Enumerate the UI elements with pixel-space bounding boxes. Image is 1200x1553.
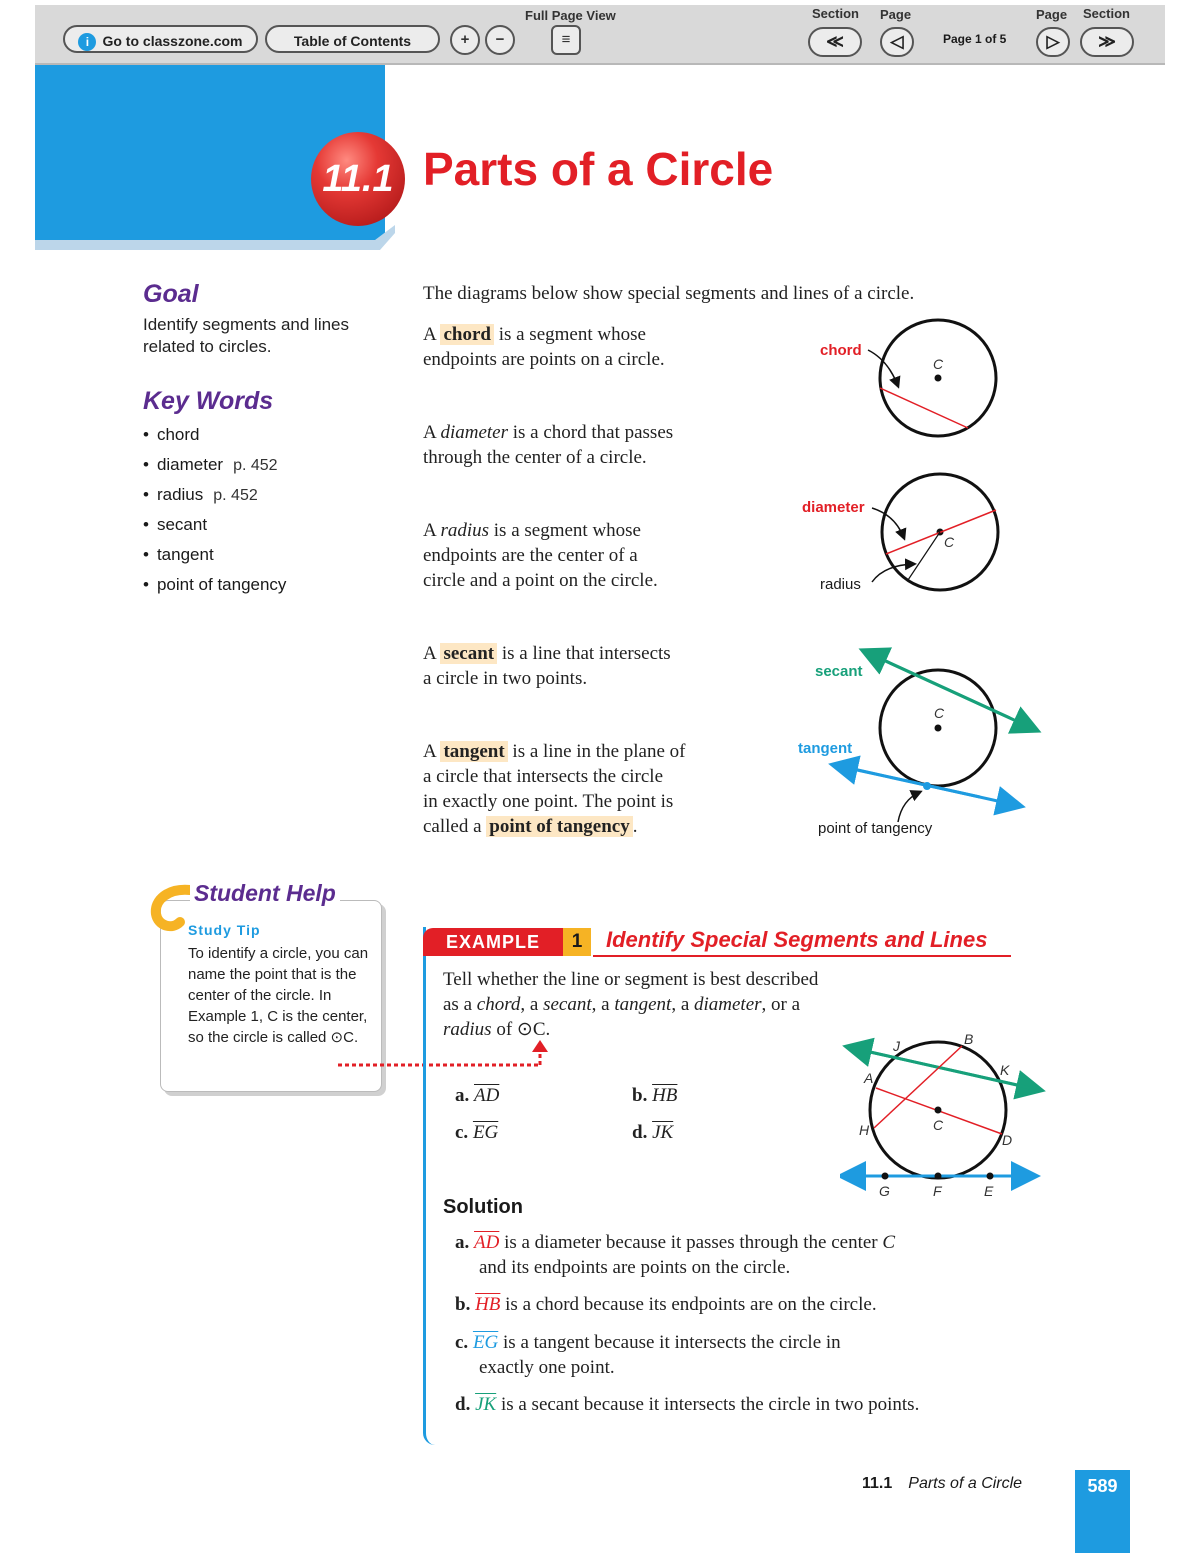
solution-text: is a secant because it intersects the circle in two points. [500,1394,920,1415]
article: A [423,643,436,664]
tangency-pointer-arrow [898,792,920,822]
key-word: diameter [156,455,224,474]
part-label: b. [632,1085,648,1106]
point-of-tangency [923,782,931,790]
study-tip-text: To identify a circle, you can name the point that is the center of the circle. In Example 1, C is the center, so the circle is called ⊙C. [188,945,369,1046]
section-number-badge: 11.1 [311,132,405,226]
example-part-a [455,1083,499,1108]
classzone-label: Go to classzone.com [102,33,243,49]
diameter-radius-diagram [872,474,998,590]
point-e [987,1173,994,1180]
definition-text: called a [423,816,482,837]
diameter-term: diameter [440,422,508,443]
part-label: d. [455,1394,471,1415]
article: A [423,324,436,345]
example-rule [593,955,1011,957]
goal-heading: Goal [143,280,199,308]
point-label-c: C [933,1117,944,1133]
key-word-item: • diameter p. 452 [143,455,278,474]
zoom-out-icon: − [495,31,505,48]
segment-name: $\overline{AD}$ [474,1085,500,1106]
key-words-heading: Key Words [143,387,274,415]
term: secant [543,994,592,1015]
center-label: C [933,356,944,372]
term: diameter [694,994,762,1015]
diameter-definition [423,420,763,470]
previous-page-button[interactable] [880,27,914,57]
key-word: point of tangency [156,575,287,594]
page-title: Parts of a Circle [423,143,774,195]
full-page-view-label: Full Page View [525,8,616,23]
line-name: $\overline{EG}$ [472,1332,499,1353]
full-page-view-button[interactable] [551,25,581,55]
definition-text: endpoints are the center of a [423,545,638,566]
article: A [423,741,436,762]
secant-definition [423,641,763,691]
solution-text: exactly one point. [479,1357,615,1378]
tangent-label: tangent [798,740,853,757]
prompt-text: Tell whether the line or segment is best described [443,969,819,990]
segment-name: $\overline{HB}$ [475,1294,501,1315]
section-prev-label: Section [812,6,859,21]
double-chevron-left-icon: ≪ [826,32,844,51]
point-f [935,1173,942,1180]
example-title: Identify Special Segments and Lines [606,927,988,952]
toc-label: Table of Contents [293,33,412,49]
term: radius [443,1019,492,1040]
segment-name: $\overline{HB}$ [652,1085,678,1106]
page-view-icon: ≡ [561,31,571,48]
key-word: secant [156,515,208,534]
goal-text: Identify segments and lines related to circles. [143,315,350,356]
term: chord [476,994,521,1015]
table-of-contents-button[interactable] [265,25,440,53]
point-label-e: E [984,1183,994,1199]
chevron-left-icon: ◁ [890,32,904,51]
radius-label: radius [820,576,861,593]
definition-text: is a segment whose [493,520,641,541]
definition-text: is a chord that passes [512,422,674,443]
point-label-b: B [964,1031,974,1047]
point-of-tangency-term: point of tangency [486,816,632,837]
zoom-in-button[interactable] [450,25,480,55]
header-band-shadow [35,225,395,250]
solution-heading: Solution [443,1196,523,1218]
diameter-pointer-arrow [872,508,904,538]
point-label-f: F [933,1183,942,1199]
double-chevron-right-icon: ≫ [1098,32,1116,51]
info-icon: i [78,33,96,51]
article: A [423,422,436,443]
point-label-g: G [879,1183,890,1199]
key-word: radius [156,485,204,504]
running-footer [862,1475,1022,1493]
solution-text: is a diameter because it passes through the center [504,1232,878,1253]
page-indicator: Page 1 of 5 [943,32,1007,46]
tangent-definition [423,739,783,839]
center-label: C [944,534,955,550]
definition-text: a circle that intersects the circle [423,766,664,787]
solution-a [455,1230,1015,1280]
solution-b [455,1292,1015,1317]
navigation-toolbar [35,5,1165,65]
intro-text: The diagrams below show special segments and lines of a circle. [423,283,915,304]
key-words-list [143,420,286,600]
definition-text: is a line in the plane of [512,741,686,762]
point-of-tangency-label: point of tangency [818,820,933,837]
page-number: 589 [1075,1470,1130,1553]
chord-label: chord [820,342,862,359]
article: A [423,520,436,541]
key-word-item: • point of tangency [143,575,287,594]
solution-c [455,1330,1015,1380]
part-label: a. [455,1085,470,1106]
part-label: a. [455,1232,470,1253]
zoom-in-icon: + [460,31,470,48]
next-page-button[interactable] [1036,27,1070,57]
study-tip-heading: Study Tip [188,922,261,938]
center-label: C [934,705,945,721]
secant-tangent-diagram [834,651,1036,822]
example-prompt: Tell whether the line or segment is best described as a chord, a secant, a tangent, a diameter, or a radius of ⊙C. [443,969,819,1040]
page-prev-label: Page [880,7,912,22]
example-part-b [632,1083,677,1108]
line-name: $\overline{JK}$ [475,1394,497,1415]
page-next-label: Page [1036,7,1068,22]
prompt-text: as a [443,994,473,1015]
part-label: c. [455,1122,469,1143]
definition-text: is a line that intersects [501,643,671,664]
center-point [935,725,942,732]
secant-label: secant [815,663,863,680]
section-next-label: Section [1083,6,1130,21]
center-point [935,375,942,382]
footer-section-number: 11.1 [862,1475,893,1492]
diameter-label: diameter [802,499,865,516]
example-figure [840,1030,1050,1210]
chord-diagram [868,320,996,436]
solution-d [455,1392,1035,1417]
secant-term: secant [440,643,497,664]
line-name: $\overline{JK}$ [652,1122,674,1143]
chord-definition [423,322,763,372]
solution-text: is a chord because its endpoints are on the circle. [505,1294,877,1315]
previous-section-button[interactable] [808,27,862,57]
definition-text: in exactly one point. The point is [423,791,674,812]
key-word-item: • radius p. 452 [143,485,258,504]
solution-text: is a tangent because it intersects the circle in [503,1332,841,1353]
definition-text: circle and a point on the circle. [423,570,658,591]
definition-text: a circle in two points. [423,668,588,689]
definition-text: is a segment whose [498,324,646,345]
classzone-link-button[interactable] [63,25,258,53]
key-word-item: • tangent [143,545,214,564]
period: . [632,816,638,837]
chord-hb [874,1046,962,1128]
point-label-d: D [1002,1132,1013,1148]
point-label-h: H [859,1122,870,1138]
example-label: EXAMPLE [423,928,563,956]
point-label-a: A [864,1070,874,1086]
part-label: d. [632,1122,648,1143]
example-part-d [632,1120,673,1145]
part-label: b. [455,1294,471,1315]
key-word: chord [156,425,200,444]
diameter-segment [886,510,996,554]
key-word-item: • secant [143,515,208,534]
line-name: $\overline{EG}$ [472,1122,499,1143]
radius-term: radius [440,520,490,541]
tangent-term: tangent [440,741,507,762]
next-section-button[interactable] [1080,27,1134,57]
footer-section-title: Parts of a Circle [908,1475,1023,1492]
chord-term: chord [440,324,494,345]
key-word: tangent [156,545,214,564]
zoom-out-button[interactable] [485,25,515,55]
prompt-text: or a [771,994,801,1015]
center-name: C [882,1232,896,1253]
point-label-j: J [893,1038,900,1054]
point-g [882,1173,889,1180]
example-number: 1 [563,928,591,956]
page-reference-link[interactable]: p. 452 [213,487,258,504]
segment-name: $\overline{AD}$ [474,1232,500,1253]
part-label: c. [455,1332,469,1353]
term: tangent [614,994,672,1015]
point-c [935,1107,942,1114]
definition-text: through the center of a circle. [423,447,647,468]
student-help-title: Student Help [190,880,340,907]
example-part-c [455,1120,498,1145]
solution-text: and its endpoints are points on the circle. [479,1257,791,1278]
radius-definition [423,518,763,593]
chord-segment [880,388,968,428]
prompt-text: of ⊙C. [496,1019,551,1040]
point-label-k: K [1000,1062,1010,1078]
chevron-right-icon: ▷ [1046,32,1060,51]
page-reference-link[interactable]: p. 452 [233,457,278,474]
key-word-item: • chord [143,425,200,444]
definition-text: endpoints are points on a circle. [423,349,665,370]
